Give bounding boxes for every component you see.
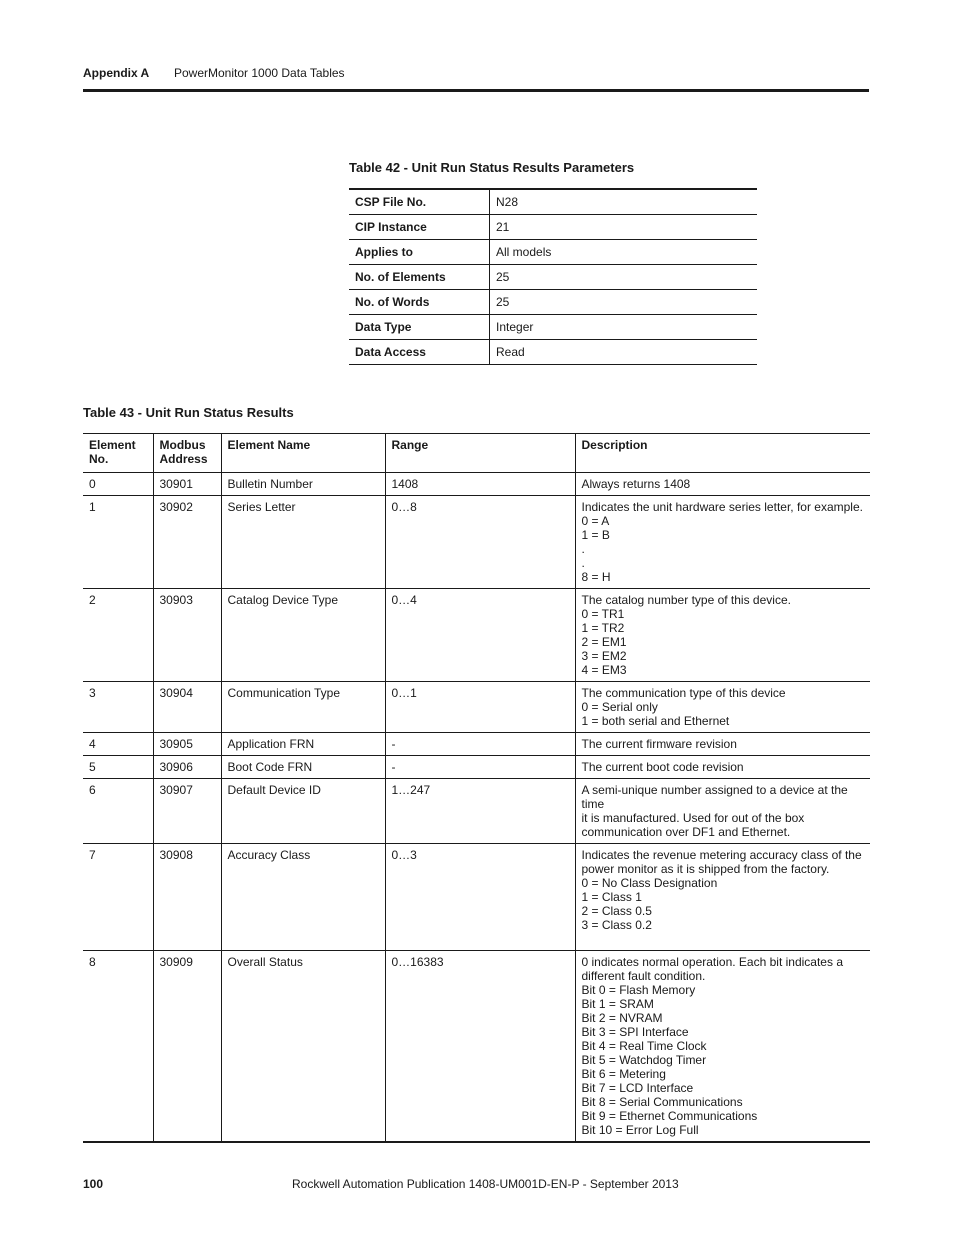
modbus-address-cell: 30904 (153, 682, 221, 733)
modbus-address-cell: 30906 (153, 756, 221, 779)
element-name-cell: Accuracy Class (221, 844, 385, 951)
range-cell: 1408 (385, 473, 575, 496)
parameter-value: 25 (490, 265, 758, 290)
range-cell: 0…8 (385, 496, 575, 589)
table-row (83, 951, 870, 1143)
header-description: Description (575, 434, 870, 473)
modbus-address-cell: 30908 (153, 844, 221, 951)
table-row (83, 779, 870, 844)
description-line: Bit 9 = Ethernet Communications (581, 1109, 758, 1123)
element-name-cell: Boot Code FRN (221, 756, 385, 779)
range-cell: - (385, 733, 575, 756)
appendix-label: Appendix A (83, 66, 150, 80)
header-modbus-address: Modbus Address (153, 434, 221, 473)
section-title: PowerMonitor 1000 Data Tables (174, 66, 345, 80)
description-line: . (581, 556, 585, 570)
element-no-cell: 5 (83, 756, 153, 779)
table-42-row (349, 265, 757, 290)
description-line: 0 = A (581, 514, 610, 528)
element-name-cell: Overall Status (221, 951, 385, 1143)
table-42-row (349, 189, 757, 215)
range-cell: 1…247 (385, 779, 575, 844)
description-line: 3 = Class 0.2 (581, 918, 652, 932)
description-line: 1 = TR2 (581, 621, 625, 635)
element-name-cell: Application FRN (221, 733, 385, 756)
description-cell (575, 496, 870, 589)
range-cell: 0…3 (385, 844, 575, 951)
description-line: different fault condition. (581, 969, 706, 983)
description-line: 0 = No Class Designation (581, 876, 718, 890)
parameter-value: Integer (490, 315, 758, 340)
table-row (83, 733, 870, 756)
description-line: The catalog number type of this device. (581, 593, 791, 607)
description-cell (575, 951, 870, 1143)
parameter-name: Data Access (349, 340, 490, 365)
description-line: Bit 3 = SPI Interface (581, 1025, 689, 1039)
table-row (83, 496, 870, 589)
description-line: 1 = both serial and Ethernet (581, 714, 730, 728)
description-line: 0 = Serial only (581, 700, 658, 714)
description-line: it is manufactured. Used for out of the box (581, 811, 805, 825)
description-line: communication over DF1 and Ethernet. (581, 825, 791, 839)
element-name-cell: Bulletin Number (221, 473, 385, 496)
description-line: The current firmware revision (581, 737, 737, 751)
table-row (83, 756, 870, 779)
parameter-value: All models (490, 240, 758, 265)
header-element-no: Element No. (83, 434, 153, 473)
description-line: Indicates the revenue metering accuracy class of the (581, 848, 862, 862)
description-line: . (581, 542, 585, 556)
description-line: Indicates the unit hardware series letter, for example. (581, 500, 863, 514)
description-line: Bit 6 = Metering (581, 1067, 666, 1081)
description-line: Bit 7 = LCD Interface (581, 1081, 694, 1095)
parameter-value: N28 (490, 189, 758, 215)
modbus-address-cell: 30905 (153, 733, 221, 756)
table-row (83, 844, 870, 951)
table-42-row (349, 290, 757, 315)
element-name-cell: Catalog Device Type (221, 589, 385, 682)
description-line: A semi-unique number assigned to a device at the time (581, 783, 848, 811)
page-header (83, 66, 869, 80)
modbus-address-cell: 30909 (153, 951, 221, 1143)
description-line: Bit 8 = Serial Communications (581, 1095, 743, 1109)
header-element-name: Element Name (221, 434, 385, 473)
parameter-name: No. of Elements (349, 265, 490, 290)
range-cell: 0…16383 (385, 951, 575, 1143)
range-cell: 0…1 (385, 682, 575, 733)
parameter-value: 21 (490, 215, 758, 240)
range-cell: 0…4 (385, 589, 575, 682)
description-line: Bit 0 = Flash Memory (581, 983, 696, 997)
element-no-cell: 7 (83, 844, 153, 951)
description-line: 0 indicates normal operation. Each bit indicates a (581, 955, 843, 969)
table-42 (349, 188, 757, 365)
description-line: Bit 1 = SRAM (581, 997, 654, 1011)
modbus-address-cell: 30902 (153, 496, 221, 589)
table-43-caption: Table 43 - Unit Run Status Results (83, 405, 294, 420)
description-line: 2 = Class 0.5 (581, 904, 652, 918)
description-line: 0 = TR1 (581, 607, 625, 621)
table-42-row (349, 240, 757, 265)
table-42-row (349, 315, 757, 340)
description-cell (575, 733, 870, 756)
parameter-name: No. of Words (349, 290, 490, 315)
description-line: power monitor as it is shipped from the factory. (581, 862, 830, 876)
element-name-cell: Series Letter (221, 496, 385, 589)
table-42-row (349, 215, 757, 240)
parameter-name: CIP Instance (349, 215, 490, 240)
description-line: 3 = EM2 (581, 649, 627, 663)
parameter-value: 25 (490, 290, 758, 315)
table-row (83, 589, 870, 682)
header-range: Range (385, 434, 575, 473)
description-line: Bit 5 = Watchdog Timer (581, 1053, 707, 1067)
element-name-cell: Default Device ID (221, 779, 385, 844)
range-cell: - (385, 756, 575, 779)
description-line: The communication type of this device (581, 686, 786, 700)
header-rule (83, 89, 869, 92)
element-no-cell: 1 (83, 496, 153, 589)
table-42-caption: Table 42 - Unit Run Status Results Parameters (349, 160, 635, 175)
description-cell (575, 844, 870, 951)
description-cell (575, 779, 870, 844)
description-line: The current boot code revision (581, 760, 744, 774)
description-line: Always returns 1408 (581, 477, 691, 491)
page-number: 100 (83, 1177, 104, 1191)
description-line: Bit 2 = NVRAM (581, 1011, 663, 1025)
description-line: 1 = B (581, 528, 610, 542)
modbus-address-cell: 30907 (153, 779, 221, 844)
element-no-cell: 2 (83, 589, 153, 682)
element-no-cell: 6 (83, 779, 153, 844)
modbus-address-cell: 30903 (153, 589, 221, 682)
description-line: 8 = H (581, 570, 611, 584)
parameter-name: Data Type (349, 315, 490, 340)
description-cell (575, 682, 870, 733)
table-43 (83, 433, 870, 1143)
element-no-cell: 8 (83, 951, 153, 1143)
table-row (83, 682, 870, 733)
element-name-cell: Communication Type (221, 682, 385, 733)
description-line: 4 = EM3 (581, 663, 627, 677)
description-cell (575, 473, 870, 496)
description-line: Bit 4 = Real Time Clock (581, 1039, 707, 1053)
element-no-cell: 0 (83, 473, 153, 496)
description-line: 1 = Class 1 (581, 890, 642, 904)
description-line: 2 = EM1 (581, 635, 627, 649)
table-row (83, 473, 870, 496)
modbus-address-cell: 30901 (153, 473, 221, 496)
element-no-cell: 4 (83, 733, 153, 756)
publication-info: Rockwell Automation Publication 1408-UM001D-EN-P - September 2013 (292, 1177, 679, 1191)
description-line (582, 932, 865, 946)
parameter-value: Read (490, 340, 758, 365)
description-cell (575, 756, 870, 779)
parameter-name: CSP File No. (349, 189, 490, 215)
description-cell (575, 589, 870, 682)
table-42-row (349, 340, 757, 365)
parameter-name: Applies to (349, 240, 490, 265)
table-43-header-row (83, 434, 870, 473)
description-line: Bit 10 = Error Log Full (581, 1123, 699, 1137)
element-no-cell: 3 (83, 682, 153, 733)
